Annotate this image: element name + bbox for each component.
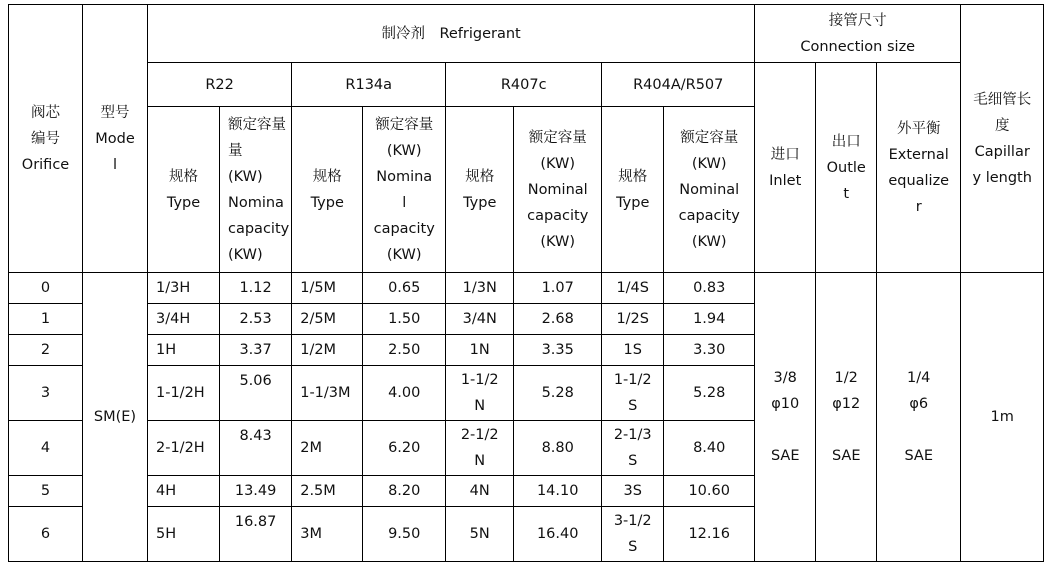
outlet-header: 出口 Outle t [816,63,877,273]
r22-type-cell: 4H [148,476,220,507]
r407c-type-cell: 5N [446,507,514,562]
inlet-value-cell: 3/8 φ10 SAE [755,273,816,562]
r407c-capacity-header: 额定容量 (KW) Nominal capacity (KW) [514,107,602,273]
r407c-capacity-cell: 3.35 [514,335,602,366]
r22-type-cell: 3/4H [148,304,220,335]
r134a-type-cell: 1/5M [292,273,363,304]
capillary-header: 毛细管长 度 Capillar y length [961,5,1044,273]
equalizer-value-cell: 1/4 φ6 SAE [877,273,961,562]
orifice-cell: 5 [9,476,83,507]
r404a-type-cell: 3-1/2 S [602,507,664,562]
r22-type-cell: 1H [148,335,220,366]
r404a-type-cell: 1/4S [602,273,664,304]
r404a-capacity-cell: 1.94 [664,304,755,335]
r407c-capacity-cell: 16.40 [514,507,602,562]
r22-type-cell: 2-1/2H [148,421,220,476]
orifice-cell: 4 [9,421,83,476]
r404a-capacity-cell: 5.28 [664,366,755,421]
orifice-header: 阀芯 编号 Orifice [9,5,83,273]
r404a-type-cell: 1/2S [602,304,664,335]
r404a-capacity-cell: 8.40 [664,421,755,476]
orifice-cell: 6 [9,507,83,562]
r22-capacity-header: 额定容量 量 (KW) Nomina capacity (KW) [220,107,292,273]
r134a-type-cell: 2/5M [292,304,363,335]
r134a-capacity-cell: 6.20 [363,421,446,476]
r134a-capacity-cell: 0.65 [363,273,446,304]
r407c-type-cell: 1-1/2 N [446,366,514,421]
table-row [9,273,1044,304]
r134a-type-cell: 1-1/3M [292,366,363,421]
r407c-capacity-cell: 8.80 [514,421,602,476]
orifice-cell: 0 [9,273,83,304]
r407c-capacity-cell: 2.68 [514,304,602,335]
r22-capacity-cell: 3.37 [220,335,292,366]
r22-type-cell: 1-1/2H [148,366,220,421]
r134a-type-cell: 2.5M [292,476,363,507]
r404a-r507-header: R404A/R507 [602,63,755,107]
r407c-type-cell: 1/3N [446,273,514,304]
refrigerant-header: 制冷剂 Refrigerant [148,5,755,63]
r407c-type-cell: 3/4N [446,304,514,335]
r134a-header: R134a [292,63,446,107]
r407c-type-cell: 1N [446,335,514,366]
r404a-capacity-cell: 3.30 [664,335,755,366]
r22-capacity-cell: 13.49 [220,476,292,507]
r407c-type-cell: 2-1/2 N [446,421,514,476]
r404a-capacity-cell: 10.60 [664,476,755,507]
r134a-type-cell: 2M [292,421,363,476]
r407c-header: R407c [446,63,602,107]
r134a-capacity-cell: 8.20 [363,476,446,507]
capillary-value-cell: 1m [961,273,1044,562]
r22-type-cell: 1/3H [148,273,220,304]
refrigerant-capacity-table [8,4,1044,562]
r134a-type-cell: 3M [292,507,363,562]
r407c-capacity-cell: 14.10 [514,476,602,507]
r22-type-cell: 5H [148,507,220,562]
r22-capacity-cell: 5.06 [220,366,292,421]
orifice-cell: 2 [9,335,83,366]
r22-capacity-cell: 16.87 [220,507,292,562]
inlet-header: 进口 Inlet [755,63,816,273]
outlet-value-cell: 1/2 φ12 SAE [816,273,877,562]
r407c-capacity-cell: 5.28 [514,366,602,421]
r22-capacity-cell: 8.43 [220,421,292,476]
model-header: 型号 Mode l [83,5,148,273]
r22-capacity-cell: 2.53 [220,304,292,335]
r404a-type-cell: 2-1/3 S [602,421,664,476]
r404a-type-cell: 1-1/2 S [602,366,664,421]
r134a-capacity-header: 额定容量 (KW) Nomina l capacity (KW) [363,107,446,273]
r404a-capacity-cell: 0.83 [664,273,755,304]
orifice-cell: 3 [9,366,83,421]
r22-capacity-cell: 1.12 [220,273,292,304]
r404a-capacity-header: 额定容量 (KW) Nominal capacity (KW) [664,107,755,273]
r404a-capacity-cell: 12.16 [664,507,755,562]
r404a-type-cell: 1S [602,335,664,366]
r134a-type-cell: 1/2M [292,335,363,366]
r22-type-header: 规格 Type [148,107,220,273]
r134a-capacity-cell: 1.50 [363,304,446,335]
r407c-capacity-cell: 1.07 [514,273,602,304]
r134a-type-header: 规格 Type [292,107,363,273]
external-equalizer-header: 外平衡 External equalize r [877,63,961,273]
orifice-cell: 1 [9,304,83,335]
connection-size-header: 接管尺寸 Connection size [755,5,961,63]
model-cell: SM(E) [83,273,148,562]
r404a-type-cell: 3S [602,476,664,507]
r407c-type-header: 规格 Type [446,107,514,273]
r134a-capacity-cell: 4.00 [363,366,446,421]
r22-header: R22 [148,63,292,107]
r404a-type-header: 规格 Type [602,107,664,273]
r407c-type-cell: 4N [446,476,514,507]
r134a-capacity-cell: 9.50 [363,507,446,562]
r134a-capacity-cell: 2.50 [363,335,446,366]
